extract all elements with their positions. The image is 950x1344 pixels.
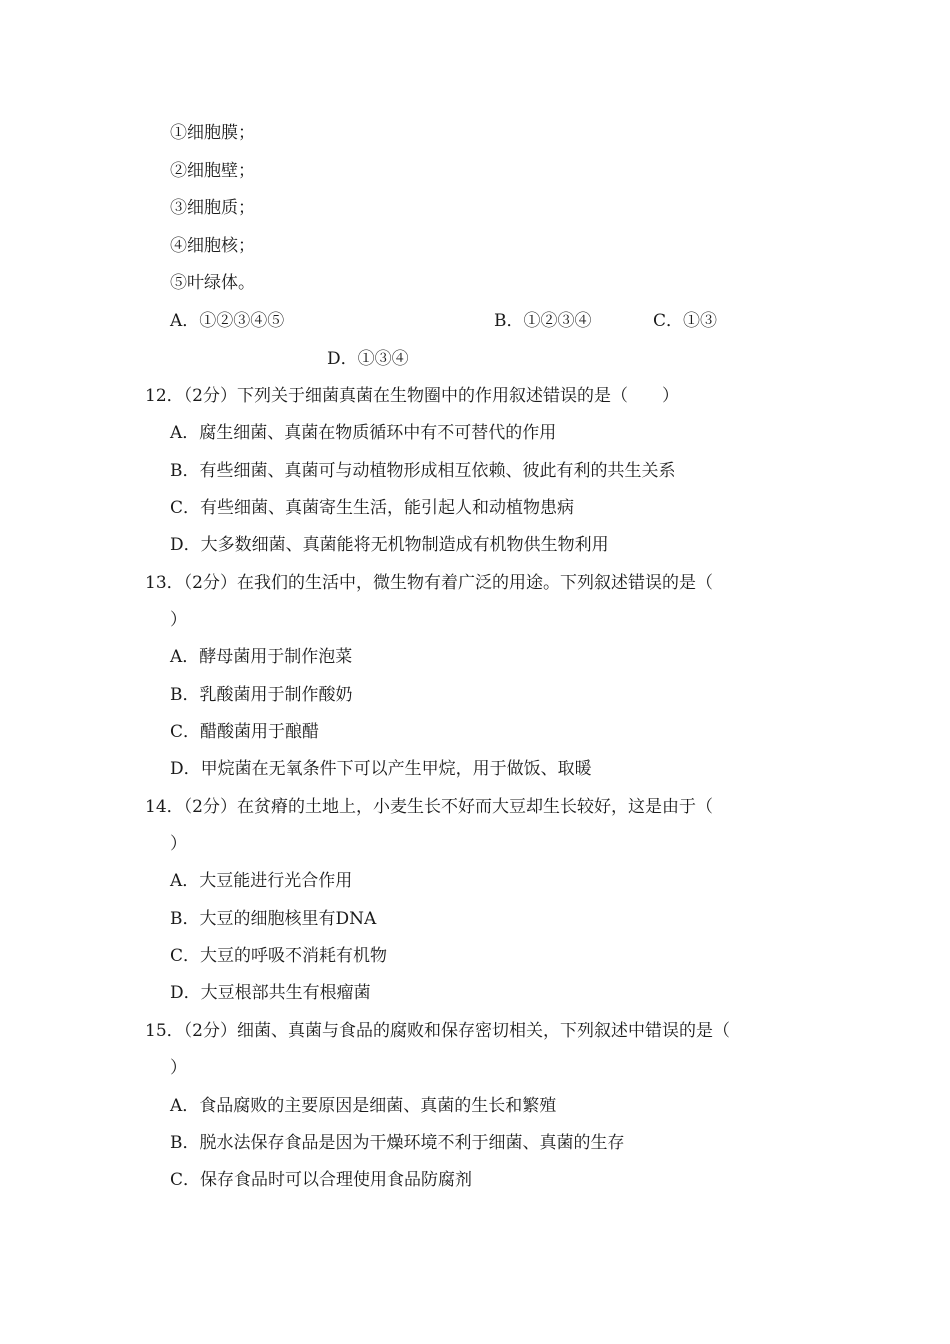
q15-stem-cont: ） [170,1058,187,1078]
item-2: ②细胞壁； [170,161,255,181]
q14-stem-cont: ） [170,834,187,854]
q13-option-b: B．乳酸菌用于制作酸奶 [170,685,353,705]
q15-stem: 15．（2分）细菌、真菌与食品的腐败和保存密切相关，下列叙述中错误的是（ [145,1021,730,1041]
q13-stem-cont: ） [170,610,187,630]
q14-option-b: B．大豆的细胞核里有DNA [170,909,377,929]
q14-option-a: A．大豆能进行光合作用 [170,871,353,891]
q14-option-d: D．大豆根部共生有根瘤菌 [170,983,371,1003]
q13-option-a: A．酵母菌用于制作泡菜 [170,647,353,667]
q15-option-c: C．保存食品时可以合理使用食品防腐剂 [170,1170,473,1190]
q11-option-c: C．①③ [653,311,718,331]
q14-option-c: C．大豆的呼吸不消耗有机物 [170,946,388,966]
q11-option-a: A．①②③④⑤ [170,311,285,331]
q11-option-d: D．①③④ [327,349,409,369]
q15-option-a: A．食品腐败的主要原因是细菌、真菌的生长和繁殖 [170,1096,557,1116]
q13-option-d: D．甲烷菌在无氧条件下可以产生甲烷，用于做饭、取暖 [170,759,592,779]
q12-stem: 12．（2分）下列关于细菌真菌在生物圈中的作用叙述错误的是（ ） [145,386,679,406]
q15-option-b: B．脱水法保存食品是因为干燥环境不利于细菌、真菌的生存 [170,1133,625,1153]
q12-option-b: B．有些细菌、真菌可与动植物形成相互依赖、彼此有利的共生关系 [170,461,676,481]
item-1: ①细胞膜； [170,123,255,143]
q12-option-c: C．有些细菌、真菌寄生生活，能引起人和动植物患病 [170,498,575,518]
item-4: ④细胞核； [170,236,255,256]
item-3: ③细胞质； [170,198,255,218]
q13-option-c: C．醋酸菌用于酿醋 [170,722,320,742]
q13-stem: 13．（2分）在我们的生活中，微生物有着广泛的用途。下列叙述错误的是（ [145,573,713,593]
q12-option-d: D．大多数细菌、真菌能将无机物制造成有机物供生物利用 [170,535,609,555]
q12-option-a: A．腐生细菌、真菌在物质循环中有不可替代的作用 [170,423,557,443]
q14-stem: 14．（2分）在贫瘠的土地上，小麦生长不好而大豆却生长较好，这是由于（ [145,797,713,817]
q11-option-b: B．①②③④ [494,311,592,331]
item-5: ⑤叶绿体。 [170,273,255,293]
